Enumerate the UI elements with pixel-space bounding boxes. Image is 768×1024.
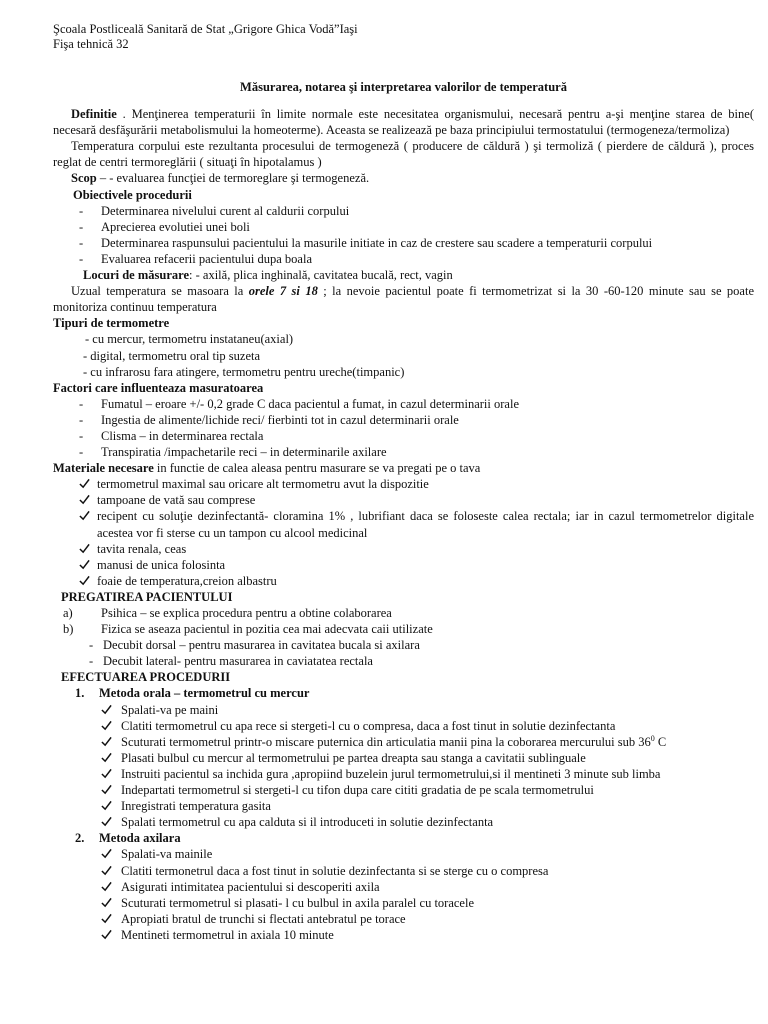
list-item: - Fumatul – eroare +/- 0,2 grade C daca pacientul a fumat, in cazul determinarii orale	[53, 396, 754, 412]
locations-paragraph	[53, 267, 754, 283]
checkmark-icon	[79, 492, 90, 508]
scope-text: – - evaluarea funcţiei de termoreglare şi termogeneză.	[96, 171, 370, 186]
axillary-method-heading-list	[53, 830, 754, 846]
list-item: termometrul maximal sau oricare alt termometru avut la dispozitie	[53, 476, 754, 492]
list-item: a) Psihica – se explica procedura pentru a obtine colaborarea	[63, 606, 392, 620]
definition-text: . Menţinerea temperaturii în limite normale este necesitatea organismului, necesară pentru a-şi menţine starea de bine( necesară desfăşurării metabolismului la homeoterme). Aceasta se realizează pe baza principiului termostatului (termogeneza/termoliza)	[53, 107, 754, 138]
oral-method-title: 1. Metoda orala – termometrul cu mercur	[75, 686, 310, 701]
page-title: Măsurarea, notarea şi interpretarea valorilor de temperatură	[240, 80, 567, 94]
scope-paragraph	[53, 170, 754, 186]
oral-method-steps	[53, 702, 754, 831]
list-item: Indepartati termometrul si stergeti-l cu tifon dupa care cititi gradatia de pe scala termometrului	[53, 782, 754, 798]
locations-label: Locuri de măsurare	[83, 268, 190, 283]
checkmark-icon	[101, 702, 112, 718]
checkmark-icon	[79, 508, 90, 524]
factors-list	[53, 396, 754, 460]
list-item: - Evaluarea refacerii pacientului dupa boala	[53, 251, 754, 267]
list-item: - cu mercur, termometru instataneu(axial)	[85, 332, 294, 347]
checkmark-icon	[101, 846, 112, 862]
list-item: - Determinarea nivelului curent al caldurii corpului	[53, 203, 754, 219]
list-item: tavita renala, ceas	[53, 541, 754, 557]
list-item: b) Fizica se aseaza pacientul in pozitia cea mai adecvata caii utilizate	[63, 622, 433, 637]
axillary-method-steps	[53, 846, 754, 943]
procedure-heading: EFECTUAREA PROCEDURII	[61, 670, 231, 685]
patient-prep-list	[53, 605, 754, 637]
checkmark-icon	[79, 573, 90, 589]
school-name: Şcoala Postliceală Sanitară de Stat „Grigore Ghica Vodă”Iaşi	[53, 22, 358, 36]
patient-position-list	[53, 637, 754, 669]
usual-text-post: ; la nevoie pacientul poate fi termometrizat si la 30 -60-120 minute sau se poate monitoriza continuu temperatura	[53, 284, 754, 315]
locations-text: : - axilă, plica inghinală, cavitatea bucală, rect, vagin	[189, 268, 453, 283]
objectives-heading: Obiectivele procedurii	[73, 187, 192, 202]
objectives-list	[53, 203, 754, 267]
checkmark-icon	[101, 927, 112, 943]
sheet-number: Fişa tehnică 32	[53, 37, 129, 51]
materials-text: in functie de calea aleasa pentru masurare se va pregati pe o tava	[153, 461, 481, 476]
degree-superscript: 0	[650, 733, 655, 743]
checkmark-icon	[79, 476, 90, 492]
list-item: - Transpiratia /impachetarile reci – in determinarile axilare	[53, 444, 754, 460]
checkmark-icon	[101, 750, 112, 766]
checkmark-icon	[79, 557, 90, 573]
checkmark-icon	[101, 734, 112, 750]
materials-paragraph	[53, 460, 754, 476]
list-item: foaie de temperatura,creion albastru	[53, 573, 754, 589]
list-item: - Clisma – in determinarea rectala	[53, 428, 754, 444]
materials-label: Materiale necesare	[53, 461, 154, 476]
list-item: - cu infrarosu fara atingere, termometru pentru ureche(timpanic)	[83, 364, 405, 379]
list-item: Clatiti termonetrul daca a fost tinut in solutie dezinfectanta si se sterge cu o compresa	[53, 863, 754, 879]
patient-prep-heading: PREGATIREA PACIENTULUI	[61, 589, 233, 604]
list-item: Apropiati bratul de trunchi si flectati antebratul pe torace	[53, 911, 754, 927]
list-item: Clatiti termometrul cu apa rece si stergeti-l cu o compresa, daca a fost tinut in solutie dezinfectanta	[53, 718, 754, 734]
list-item: manusi de unica folosinta	[53, 557, 754, 573]
definition-paragraph	[53, 106, 754, 138]
checkmark-icon	[101, 782, 112, 798]
list-item: Plasati bulbul cu mercur al termometrului pe partea dreapta sau stanga a cavitatii sublinguale	[53, 750, 754, 766]
checkmark-icon	[101, 879, 112, 895]
list-item: Scuturati termometrul si plasati- l cu bulbul in axila paralel cu toracele	[53, 895, 754, 911]
list-item: Asigurati intimitatea pacientului si descoperiti axila	[53, 879, 754, 895]
list-item: - Decubit dorsal – pentru masurarea in cavitatea bucala si axilara	[53, 637, 754, 653]
thermometer-types-heading: Tipuri de termometre	[53, 316, 170, 331]
list-item: Inregistrati temperatura gasita	[53, 798, 754, 814]
checkmark-icon	[101, 718, 112, 734]
checkmark-icon	[101, 814, 112, 830]
list-item: - Aprecierea evolutiei unei boli	[53, 219, 754, 235]
body-temperature-paragraph: Temperatura corpului este rezultanta procesului de termogeneză ( producere de căldură ) şi termoliză ( pierdere de căldură ), proces reglat de centri termoreglării ( situaţi în hipotalamus )	[53, 139, 754, 170]
checkmark-icon	[79, 541, 90, 557]
scope-label: Scop	[71, 171, 97, 186]
oral-method-heading-list	[53, 685, 754, 701]
definition-label: Definitie	[71, 107, 117, 122]
axillary-method-title: 2. Metoda axilara	[75, 831, 181, 846]
list-item: Spalati termometrul cu apa calduta si il introduceti in solutie dezinfectanta	[53, 814, 754, 830]
list-item: Spalati-va mainile	[53, 846, 754, 862]
checkmark-icon	[101, 798, 112, 814]
checkmark-icon	[101, 911, 112, 927]
list-item: Instruiti pacientul sa inchida gura ,apropiind buzelein jurul termometrului,si il mentineti 3 minute sub limba	[53, 766, 754, 782]
checkmark-icon	[101, 766, 112, 782]
checkmark-icon	[101, 863, 112, 879]
list-item: - digital, termometru oral tip suzeta	[83, 348, 261, 363]
list-item: - Decubit lateral- pentru masurarea in caviatatea rectala	[53, 653, 754, 669]
checkmark-icon	[101, 895, 112, 911]
list-item: - Determinarea raspunsului pacientului la masurile initiate in caz de crestere sau scadere a temperaturii corpului	[53, 235, 754, 251]
usual-emphasis: orele 7 si 18	[248, 284, 318, 299]
usual-paragraph	[53, 283, 754, 315]
factors-heading: Factori care influenteaza masuratoarea	[53, 380, 264, 395]
list-item: tampoane de vată sau comprese	[53, 492, 754, 508]
list-item: Spalati-va pe maini	[53, 702, 754, 718]
list-item: - Ingestia de alimente/lichide reci/ fierbinti tot in cazul determinarii orale	[53, 412, 754, 428]
usual-text-pre: Uzual temperatura se masoara la	[71, 284, 249, 299]
materials-list	[53, 476, 754, 589]
list-item: Scuturati termometrul printr-o miscare puternica din articulatia manii pina la coborarea mercurului sub $36^0$ C	[53, 734, 754, 750]
list-item: Mentineti termometrul in axiala 10 minute	[53, 927, 754, 943]
degree-unit: C	[654, 734, 667, 749]
list-item: recipent cu soluţie dezinfectantă- cloramina 1% , lubrifiant daca se foloseste calea rectala; iar in cazul termometrelor digitale acestea vor fi sterse cu un tampon cu alcool medicinal	[53, 508, 754, 540]
